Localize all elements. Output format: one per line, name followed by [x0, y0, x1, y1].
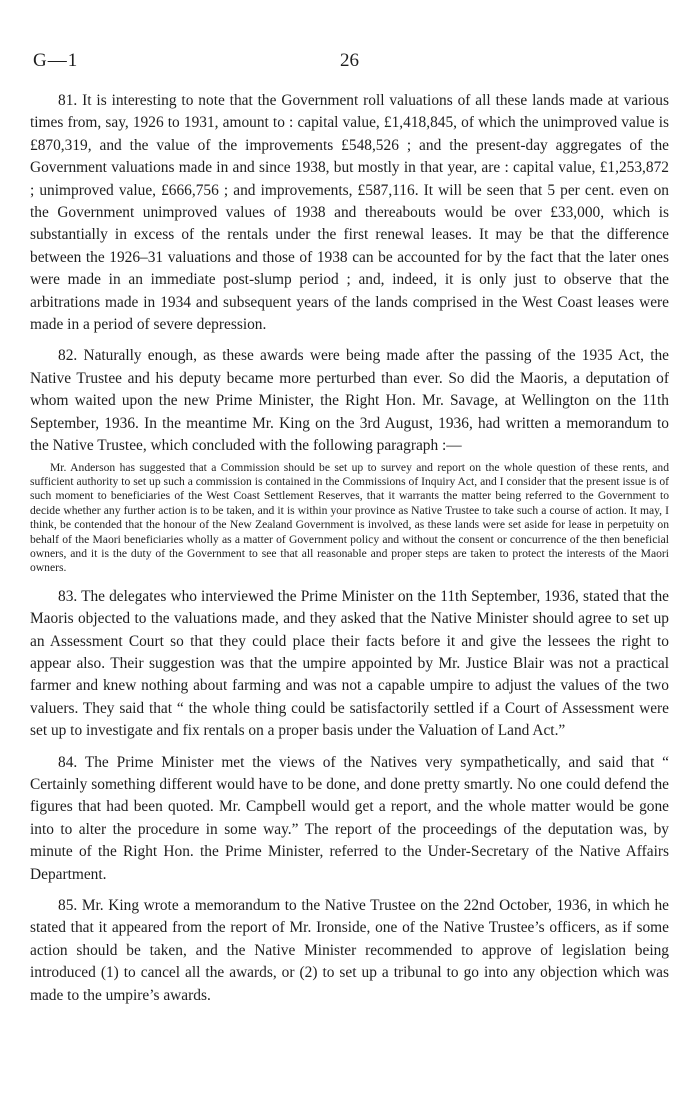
quoted-memorandum: Mr. Anderson has suggested that a Commission should be set up to survey and report on the whole question of these rents, and sufficient authority to set up such a commission is contained in the Commissions of Inquiry Act, and I consider that the present issue is of such moment to beneficiaries of the West Coast Settlement Reserves, that it warrants the matter being referred to the Government to decide whether any further action is to be taken, and it is within your province as Native Trustee to take such a course of action. It may, I think, be contended that the honour of the New Zealand Government is involved, as these lands were set aside for lease in perpetuity on behalf of the Maori beneficiaries wholly as a matter of Government policy and without the consent or concurrence of the then beneficial owners, and it is the duty of the Government to see that all reasonable and proper steps are taken to protect the interests of the Maori owners.	[30, 460, 669, 575]
paragraph-82: 82. Naturally enough, as these awards were being made after the passing of the 1935 Act, the Native Trustee and his deputy became more perturbed than ever. So did the Maoris, a deputation of whom waited upon the new Prime Minister, the Right Hon. Mr. Savage, at Wellington on the 11th September, 1936. In the meantime Mr. King on the 3rd August, 1936, had written a memorandum to the Native Trustee, which concluded with the following paragraph :—	[30, 347, 669, 455]
paragraph-84: 84. The Prime Minister met the views of the Natives very sympathetically, and said that “ Certainly something different would have to be done, and done pretty smartly. No one could defend the figures that had been quoted. Mr. Campbell would get a report, and the whole matter would be gone into to alter the procedure in some way.” The report of the proceedings of the deputation was, by minute of the Right Hon. the Prime Minister, referred to the Under-Secretary of the Native Affairs Department.	[30, 753, 669, 883]
paragraph-83: 83. The delegates who interviewed the Prime Minister on the 11th September, 1936, stated that the Maoris objected to the valuations made, and they asked that the Native Minister should agree to set up an Assessment Court so that they could place their facts before it and give the lessees the right to appear also. Their suggestion was that the umpire appointed by Mr. Justice Blair was not a practical farmer and knew nothing about farming and was not a capable umpire to adjust the values of the two valuers. They said that “ the whole thing could be satisfactorily settled if a Court of Assessment were set up to investigate and fix rentals on a proper basis under the Valuation of Land Act.”	[30, 587, 669, 740]
page-number: 26	[340, 50, 359, 71]
page-header	[30, 50, 669, 90]
paragraph-85: 85. Mr. King wrote a memorandum to the Native Trustee on the 22nd October, 1936, in which he stated that it appeared from the report of Mr. Ironside, one of the Native Trustee’s officers, as if some action should be taken, and the Native Minister recommended to approve of legislation being introduced (1) to cancel all the awards, or (2) to set up a tribunal to go into any objection which was made to the umpire’s awards.	[30, 897, 669, 1004]
document-code: G—1	[33, 50, 79, 71]
paragraph-81: 81. It is interesting to note that the Government roll valuations of all these lands made at various times from, say, 1926 to 1931, amount to : capital value, £1,418,845, of which the unimproved value is £870,319, and the value of the improvements £548,526 ; and the present-day aggregates of the Government valuations made in and since 1938, but mostly in that year, are : capital value, £1,253,872 ; unimproved value, £666,756 ; and improvements, £587,116. It will be seen that 5 per cent. even on the Government unimproved values of 1938 and thereabouts would be over £33,000, which is substantially in excess of the rentals under the first renewal leases. It may be that the difference between the 1926–31 valuations and those of 1938 can be accounted for by the fact that the later ones were made in an immediate post-slump period ; and, indeed, it is only just to observe that the arbitrations made in 1934 and subsequent years of the lands comprised in the West Coast leases were made in a period of severe depression.	[30, 92, 669, 334]
